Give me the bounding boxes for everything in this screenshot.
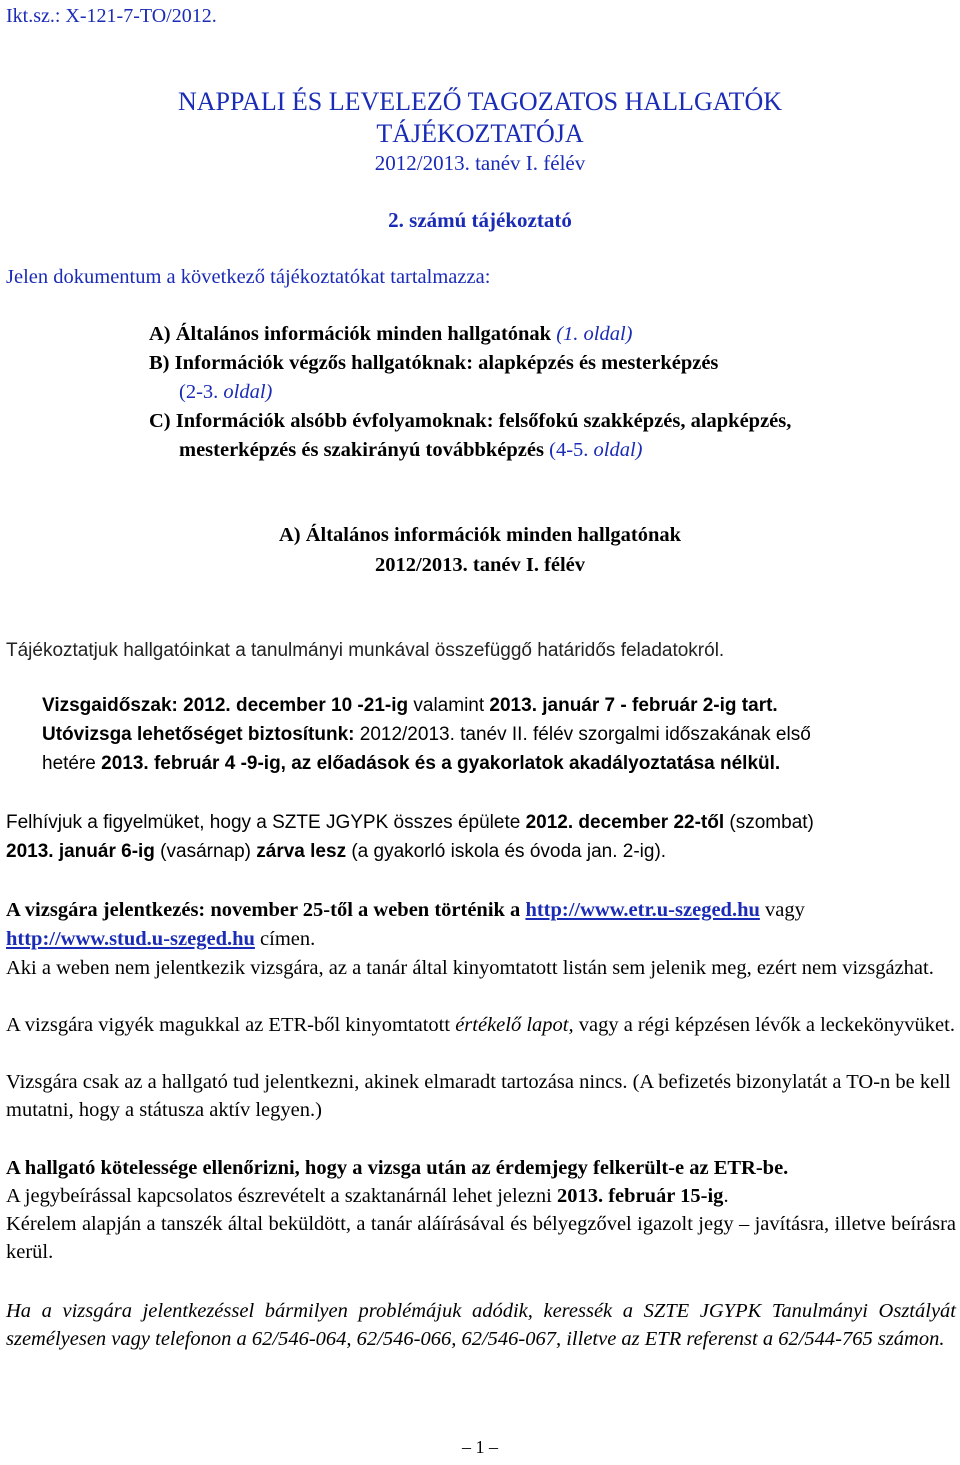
evaluation-sheet-text: A vizsgára vigyék magukkal az ETR-ből kinyomtatott — [6, 1014, 456, 1036]
evaluation-sheet-note — [6, 1011, 956, 1039]
grade-complaint-end: . — [723, 1185, 729, 1207]
page-number: – 1 – — [462, 1437, 498, 1457]
resit-period-text: félév szorgalmi időszakának első — [527, 724, 811, 745]
resit-dates: 2013. február 4 -9-ig, az előadások és a gyakorlatok akadályoztatása nélkül. — [101, 753, 781, 774]
closure-closed: zárva lesz — [256, 841, 347, 862]
contents-intro: Jelen dokumentum a következő tájékoztatókat tartalmazza: — [6, 266, 491, 288]
registration-address-word: címen. — [254, 928, 316, 950]
toc-item-c-page-word: oldal) — [593, 439, 643, 461]
grade-complaint — [6, 1184, 729, 1209]
closure-note: (a gyakorló iskola és óvoda jan. 2-ig). — [346, 841, 667, 862]
closure-line-1 — [6, 812, 814, 835]
closure-start-day: (szombat) — [724, 812, 814, 833]
evaluation-sheet-italic: értékelő lapot, — [455, 1014, 574, 1036]
resit-week-label: hetére — [42, 753, 102, 774]
reference-number: Ikt.sz.: X-121-7-TO/2012. — [6, 5, 217, 27]
toc-item-b: B) Információk végzős hallgatóknak: alapképzés és mesterképzés — [149, 352, 719, 374]
stud-link[interactable]: http://www.stud.u-szeged.hu — [6, 928, 255, 950]
exam-period-dates-2: 2013. január 7 - február 2-ig tart. — [489, 695, 778, 716]
title-line-2: TÁJÉKOZTATÓJA — [376, 119, 584, 148]
section-a-heading: A) Általános információk minden hallgatónak — [278, 524, 682, 546]
registration-line-2 — [6, 927, 315, 952]
grade-check-heading: A hallgató kötelessége ellenőrizni, hogy a vizsga után az érdemjegy felkerült-e az ETR-be. — [6, 1157, 789, 1179]
grade-complaint-text: A jegybeírással kapcsolatos észrevételt a szaktanárnál lehet jelezni — [6, 1185, 557, 1207]
closure-line-2 — [6, 841, 666, 864]
toc-item-c: C) Információk alsóbb évfolyamoknak: felsőfokú szakképzés, alapképzés, — [149, 410, 792, 432]
section-a-subheading: 2012/2013. tanév I. félév — [374, 554, 586, 576]
title-semester: 2012/2013. tanév I. félév — [374, 151, 586, 175]
contact-note: Ha a vizsgára jelentkezéssel bármilyen problémájuk adódik, keressék a SZTE JGYPK Tanulmányi Osztályát személyesen vagy telefonon a 62/546-064, 62/546-066, 62/546-067, illetve az ETR referenst a 62/544-765 számon. — [6, 1300, 956, 1350]
toc-item-c-line2 — [179, 438, 643, 463]
closure-end-date: 2013. január 6-ig — [6, 841, 155, 862]
section-a-intro: Tájékoztatjuk hallgatóinkat a tanulmányi munkával összefüggő határidős feladatokról. — [6, 640, 725, 661]
document-number: 2. számú tájékoztató — [388, 208, 572, 232]
resit-label: Utóvizsga lehetőséget biztosítunk: — [42, 724, 360, 745]
exam-period-connector: valamint — [408, 695, 490, 716]
etr-link[interactable]: http://www.etr.u-szeged.hu — [525, 899, 760, 921]
toc-item-a-title: A) Általános információk minden hallgatónak — [149, 323, 557, 345]
grade-request-note: Kérelem alapján a tanszék által beküldött, a tanár aláírásával és bélyegzővel igazolt jegy – javításra, illetve beírásra kerül. — [6, 1213, 956, 1263]
grade-complaint-deadline: 2013. február 15-ig — [556, 1185, 724, 1207]
title-line-1: NAPPALI ÉS LEVELEZŐ TAGOZATOS HALLGATÓK — [177, 87, 783, 116]
closure-end-day: (vasárnap) — [154, 841, 257, 862]
registration-line-1 — [6, 898, 805, 923]
registration-text: A vizsgára jelentkezés: november 25-től a weben történik a — [6, 899, 526, 921]
closure-text-1: Felhívjuk a figyelmüket, hogy a SZTE JGYPK összes épülete — [6, 812, 526, 833]
registration-warning: Aki a weben nem jelentkezik vizsgára, az a tanár által kinyomtatott listán sem jelenik meg, ezért nem vizsgázhat. — [6, 957, 934, 979]
resit-line-1 — [42, 724, 811, 747]
toc-item-a — [149, 322, 633, 347]
registration-or: vagy — [759, 899, 805, 921]
exam-period-dates-1: Vizsgaidőszak: 2012. december 10 -21-ig — [42, 695, 409, 716]
resit-line-2 — [42, 753, 780, 776]
toc-item-c-title-cont: mesterképzés és szakirányú továbbképzés — [179, 439, 550, 461]
resit-semester: 2012/2013. tanév II. — [359, 724, 528, 745]
debt-note: Vizsgára csak az a hallgató tud jelentkezni, akinek elmaradt tartozása nincs. (A befizetés bizonylatát a TO-n be kell mutatni, hogy a státusza aktív legyen.) — [6, 1071, 951, 1121]
exam-period-line — [42, 695, 778, 718]
toc-item-a-page: (1. oldal) — [556, 323, 633, 345]
toc-item-b-page-word: oldal) — [223, 381, 273, 403]
toc-item-c-page-num: (4-5. — [549, 439, 594, 461]
closure-start-date: 2012. december 22-től — [525, 812, 725, 833]
evaluation-sheet-end: vagy a régi képzésen lévők a leckekönyvüket. — [573, 1014, 955, 1036]
toc-item-b-page-num: (2-3. — [179, 381, 224, 403]
toc-item-b-page — [179, 380, 272, 405]
